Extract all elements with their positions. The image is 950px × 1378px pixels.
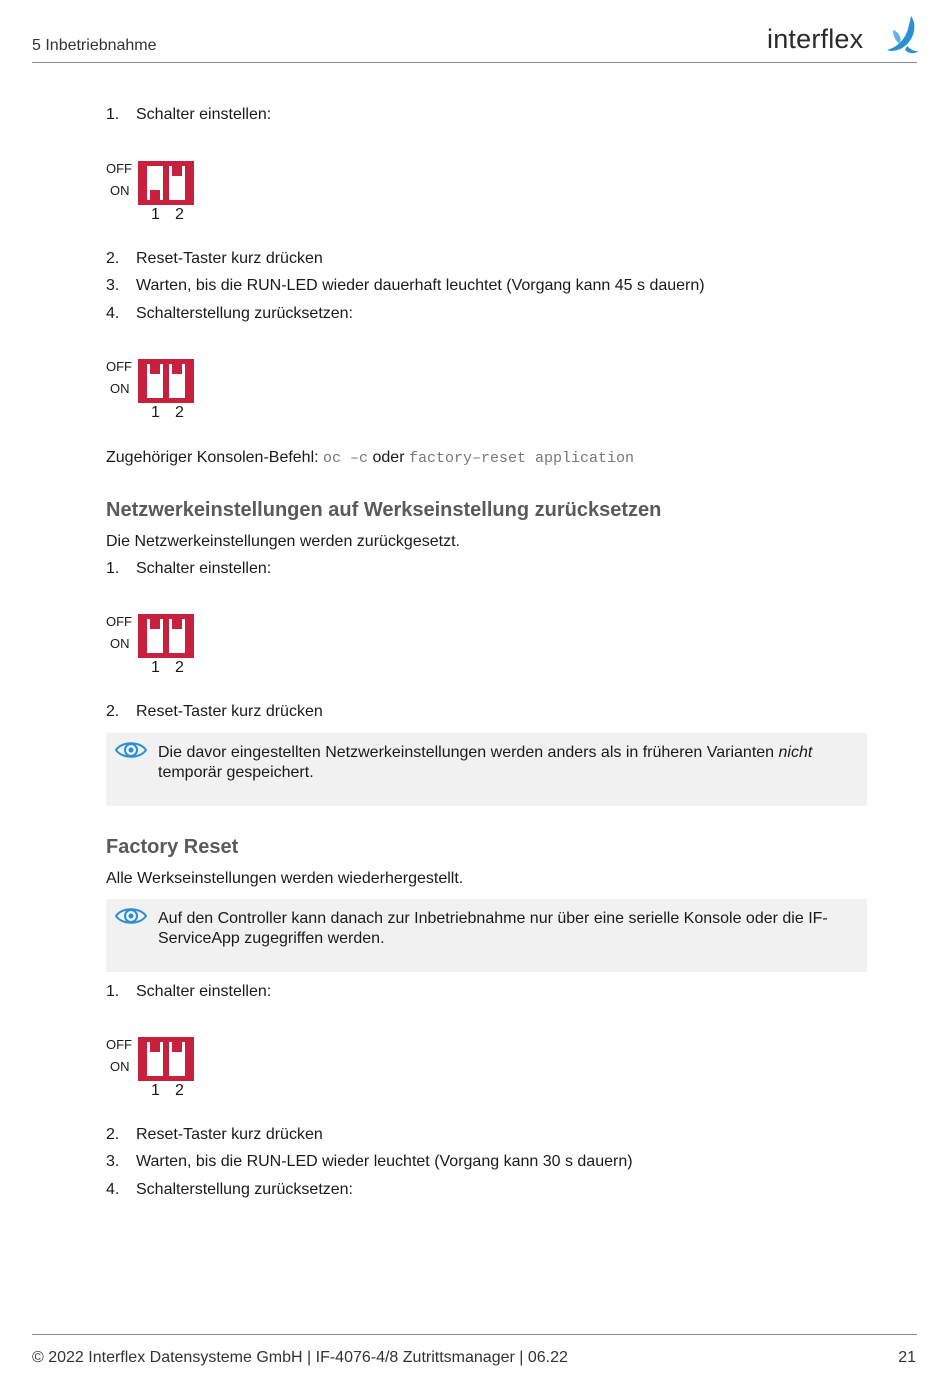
dip-number-2: 2 (175, 404, 184, 421)
list-text: Reset-Taster kurz drücken (136, 250, 323, 267)
list-number: 4. (106, 305, 120, 322)
dip-switch-2-knob (172, 364, 182, 374)
dip-switch-2-knob (172, 619, 182, 629)
list-text: Schalter einstellen: (136, 560, 272, 577)
section-intro: Alle Werkseinstellungen werden wiederhergestellt. (106, 870, 464, 887)
list-text: Schalterstellung zurücksetzen: (136, 305, 353, 322)
list-number: 1. (106, 106, 120, 123)
list-text: Schalter einstellen: (136, 983, 272, 1000)
dip-switch-2 (169, 166, 185, 200)
dip-label-on: ON (110, 183, 130, 198)
dip-number-2: 2 (175, 1082, 184, 1099)
dip-label-on: ON (110, 381, 130, 396)
dip-switch-2-knob (172, 1042, 182, 1052)
dip-switch-diagram (106, 161, 206, 225)
page-number: 21 (898, 1349, 916, 1366)
list-item (106, 1153, 633, 1171)
list-item (106, 106, 271, 124)
console-prefix: Zugehöriger Konsolen-Befehl: (106, 449, 324, 466)
dip-switch-2 (169, 1042, 185, 1076)
list-text: Schalterstellung zurücksetzen: (136, 1181, 353, 1198)
dip-number-1: 1 (151, 659, 160, 676)
section-heading: Factory Reset (106, 836, 239, 858)
note-emphasis: nicht (778, 744, 813, 761)
section-heading: Netzwerkeinstellungen auf Werkseinstellung zurücksetzen (106, 499, 662, 521)
dip-switch-housing (138, 1037, 194, 1081)
dip-switch-housing (138, 614, 194, 658)
dip-label-on: ON (110, 1059, 130, 1074)
dip-switch-1 (147, 619, 163, 653)
list-number: 1. (106, 983, 120, 1000)
dip-switch-1-knob (150, 619, 160, 629)
dip-switch-1 (147, 166, 163, 200)
dip-switch-diagram (106, 359, 206, 423)
page-section-title: 5 Inbetriebnahme (32, 37, 157, 54)
list-text: Warten, bis die RUN-LED wieder dauerhaft leuchtet (Vorgang kann 45 s dauern) (136, 277, 705, 294)
info-note (106, 899, 867, 972)
dip-number-1: 1 (151, 206, 160, 223)
list-number: 2. (106, 703, 120, 720)
dip-switch-1-knob (150, 190, 160, 200)
list-item (106, 305, 353, 323)
list-number: 4. (106, 1181, 120, 1198)
list-item (106, 1126, 323, 1144)
list-number: 3. (106, 277, 120, 294)
dip-switch-2-knob (172, 166, 182, 176)
dip-switch-housing (138, 359, 194, 403)
section-intro: Die Netzwerkeinstellungen werden zurückgesetzt. (106, 533, 460, 550)
dip-switch-diagram (106, 614, 206, 678)
dip-switch-diagram (106, 1037, 206, 1101)
list-item (106, 277, 705, 295)
dip-switch-1 (147, 1042, 163, 1076)
dip-label-on: ON (110, 636, 130, 651)
interflex-bird-logo-icon (885, 16, 919, 56)
dip-number-1: 1 (151, 1082, 160, 1099)
list-text: Reset-Taster kurz drücken (136, 1126, 323, 1143)
note-text (158, 743, 858, 783)
console-command-line (106, 449, 634, 467)
list-item (106, 560, 271, 578)
logo-text: interflex (767, 24, 864, 54)
dip-number-1: 1 (151, 404, 160, 421)
list-text: Schalter einstellen: (136, 106, 272, 123)
dip-switch-housing (138, 161, 194, 205)
dip-switch-1 (147, 364, 163, 398)
dip-switch-1-knob (150, 364, 160, 374)
list-item (106, 250, 323, 268)
list-number: 3. (106, 1153, 120, 1170)
dip-switch-2 (169, 364, 185, 398)
note-text-part: temporär gespeichert. (158, 764, 314, 781)
dip-label-off: OFF (106, 359, 132, 374)
interflex-logo (767, 16, 919, 60)
list-text: Reset-Taster kurz drücken (136, 703, 323, 720)
list-number: 2. (106, 1126, 120, 1143)
footer-divider (32, 1334, 917, 1335)
dip-number-2: 2 (175, 659, 184, 676)
list-number: 1. (106, 560, 120, 577)
console-command-2: factory–reset application (408, 450, 635, 467)
dip-label-off: OFF (106, 161, 132, 176)
info-note (106, 733, 867, 806)
note-text-part: Die davor eingestellten Netzwerkeinstellungen werden anders als in früheren Varianten (158, 744, 779, 761)
list-item (106, 1181, 353, 1199)
eye-icon (114, 905, 148, 927)
eye-icon (114, 739, 148, 761)
list-item (106, 983, 271, 1001)
note-text: Auf den Controller kann danach zur Inbetriebnahme nur über eine serielle Konsole oder die IF-ServiceApp zugegriffen werden. (158, 910, 828, 947)
dip-label-off: OFF (106, 1037, 132, 1052)
dip-switch-1-knob (150, 1042, 160, 1052)
list-text: Warten, bis die RUN-LED wieder leuchtet (Vorgang kann 30 s dauern) (136, 1153, 633, 1170)
console-command-1: oc –c (323, 450, 369, 467)
dip-number-2: 2 (175, 206, 184, 223)
dip-label-off: OFF (106, 614, 132, 629)
dip-switch-2 (169, 619, 185, 653)
header-divider (32, 62, 917, 63)
footer-copyright: © 2022 Interflex Datensysteme GmbH | IF-4076-4/8 Zutrittsmanager | 06.22 (32, 1349, 568, 1366)
console-joiner: oder (368, 449, 409, 466)
list-number: 2. (106, 250, 120, 267)
list-item (106, 703, 323, 721)
